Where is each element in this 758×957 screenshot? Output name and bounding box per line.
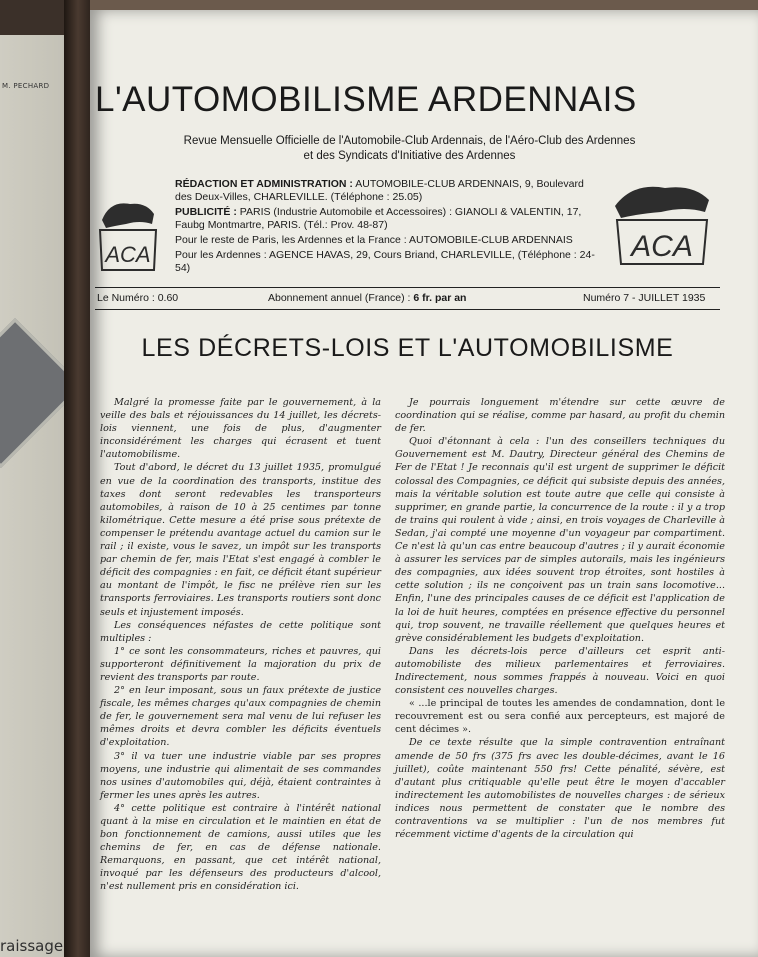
decree-quote: « ...le principal de toutes les amendes de condamnation, dont le recouvrement est ou sera confié aux percepteurs, est majoré de cent décimes ».: [395, 698, 725, 736]
right-paragraph: Dans les décrets-lois perce d'ailleurs cet esprit anti-automobiliste des milieux parlementaires et ferroviaires. Indirectement, nous sommes frappés à nouveau. Voici en quoi consistent ces nouvelles charges.: [395, 645, 725, 697]
aca-logo-left-icon: [96, 190, 160, 274]
article-column-left: [100, 396, 381, 894]
article-column-right: [395, 396, 725, 841]
divider-top: [95, 287, 720, 288]
masthead-info: [175, 178, 600, 277]
issue-number: Numéro 7 - JUILLET 1935: [583, 292, 706, 304]
abonnement: [268, 292, 466, 304]
numero-price: Le Numéro : 0.60: [97, 292, 179, 304]
right-paragraph: Quoi d'étonnant à cela : l'un des conseillers techniques du Gouvernement est M. Dautry, Directeur général des Chemins de Fer de l'Etat ! Je reconnais qu'il est urgent de supprimer le déficit colossal des Compagnies, ce déficit qui subsiste depuis des années, mais la véritable solution est toute autre que celle qui consiste à supprimer, en grande partie, la concurrence de la route : il y a trop de trains qui roulent à vide ; ainsi, en trois voyages de Charleville à Sedan, j'ai compté une moyenne d'un voyageur par compartiment. Ce n'est là qu'un cas entre beaucoup d'autres ; il y aurait économie à assurer les services par de simples autorails, mais les ingénieurs des compagnies, aux idées souvent trop étroites, sont hostiles à cette solution ; ils ne conçoivent pas un train sans locomotive... Enfin, l'une des principales causes de ce déficit est l'application de la loi de huit heures, comptées en présence effective du personnel qui, trop souvent, ne travaille réellement que quelques heures et grève considérablement les budgets d'exploitation.: [395, 436, 725, 644]
abonnement-prefix: Abonnement annuel (France) :: [268, 292, 411, 304]
left-paragraph: Tout d'abord, le décret du 13 juillet 1935, promulgué en vue de la coordination des transports, institue des taxes dont seront redevables les transporteurs automobiles, à raison de 10 à 25 centimes par tonne kilométrique. Cette mesure a été prise sous prétexte de compenser le prétendu avantage actuel du camion sur le rail ; il existe, vous le savez, un impôt sur les transports par chemin de fer, mais l'Etat s'est engagé à combler le déficit des compagnies : en fait, ce déficit étant supérieur au montant de l'impôt, le fisc ne prélève rien sur les transports ferroviaires. Les transports routiers sont donc seuls et injustement imposés.: [100, 462, 382, 618]
article-headline: LES DÉCRETS-LOIS ET L'AUTOMOBILISME: [141, 334, 674, 362]
aca-logo-right-icon: [607, 178, 717, 268]
publicite-text: PARIS (Industrie Automobile et Accessoires) : GIANOLI & VALENTIN, 17, Faubg Montmartre, PARIS. (Tél.: Prov. 48-87): [175, 206, 582, 231]
subtitle-line-2: et des Syndicats d'Initiative des Ardennes: [303, 150, 516, 162]
redaction-label: RÉDACTION ET ADMINISTRATION :: [175, 178, 353, 190]
right-paragraph: De ce texte résulte que la simple contravention entraînant amende de 50 frs (375 frs avec les double-décimes, avant le 16 juillet), coûte maintenant 550 frs! Cette pénalité, sévère, est d'autant plus critiquable qu'elle peut être le moyen d'accabler indirectement les automobilistes de nouvelles charges : de sérieux indices nous permettent de constater que le nombre des contraventions va se multiplier : l'un de nos membres fut récemment victime d'agents de la circulation qui: [395, 737, 725, 841]
ardennes-line: Pour les Ardennes : AGENCE HAVAS, 29, Cours Briand, CHARLEVILLE, (Téléphone : 24-54): [175, 249, 595, 274]
logo-right-text: ACA: [631, 230, 693, 263]
right-paragraph: Je pourrais longuement m'étendre sur cette œuvre de coordination qui se réalise, comme par hasard, au profit du chemin de fer.: [395, 397, 725, 435]
abonnement-value: 6 fr. par an: [413, 292, 467, 304]
logo-left-text: ACA: [105, 242, 151, 267]
masthead-title: L'AUTOMOBILISME ARDENNAIS: [95, 80, 637, 119]
artist-signature: M. PECHARD: [2, 82, 50, 90]
left-paragraph: Les conséquences néfastes de cette politique sont multiples :: [100, 619, 381, 644]
publicite-line: [175, 206, 600, 232]
publicite-label: PUBLICITÉ :: [175, 206, 237, 218]
book-spine: [64, 0, 92, 957]
masthead-subtitle: [97, 134, 722, 164]
advertisement-text: raissage: [0, 937, 64, 955]
left-paragraph: 4° cette politique est contraire à l'intérêt national quant à la mise en circulation et le maintien en état de bon fonctionnement de camions, aussi utiles que les chemins de fer, en cas de défense nationale. Remarquons, en passant, que cet intérêt national, invoqué par les défenseurs des producteurs d'alcool, n'est nullement pris en considération ici.: [100, 802, 381, 893]
reste-line: Pour le reste de Paris, les Ardennes et la France : AUTOMOBILE-CLUB ARDENNAIS: [175, 234, 573, 246]
left-paragraph: 1° ce sont les consommateurs, riches et pauvres, qui supporteront définitivement la majoration du prix de revient des transports par route.: [100, 645, 381, 683]
left-paragraph: 3° il va tuer une industrie viable par ses propres moyens, une industrie qui alimentait de ses commandes nos usines d'automobiles qui, déjà, étaient contraintes à fermer les unes après les autres.: [100, 750, 381, 801]
left-paragraph: Malgré la promesse faite par le gouvernement, à la veille des bals et réjouissances du 14 juillet, les décrets-lois viennent, une fois de plus, d'augmenter inconsidérément les charges qui écrasent et tuent l'automobilisme.: [100, 397, 381, 461]
subtitle-line-1: Revue Mensuelle Officielle de l'Automobile-Club Ardennais, de l'Aéro-Club des Ardennes: [183, 135, 636, 147]
divider-bottom: [95, 309, 720, 310]
redaction-text: AUTOMOBILE-CLUB ARDENNAIS, 9, Boulevard des Deux-Villes, CHARLEVILLE. (Téléphone : 25.05): [175, 178, 584, 203]
redaction-line: [175, 178, 600, 204]
left-paragraph: 2° en leur imposant, sous un faux prétexte de justice fiscale, les mêmes charges qu'aux compagnies de chemin de fer, le gouvernement sera mal venu de lui refuser les mêmes droits et devra combler les déficits éventuels d'exploitation.: [100, 685, 381, 749]
